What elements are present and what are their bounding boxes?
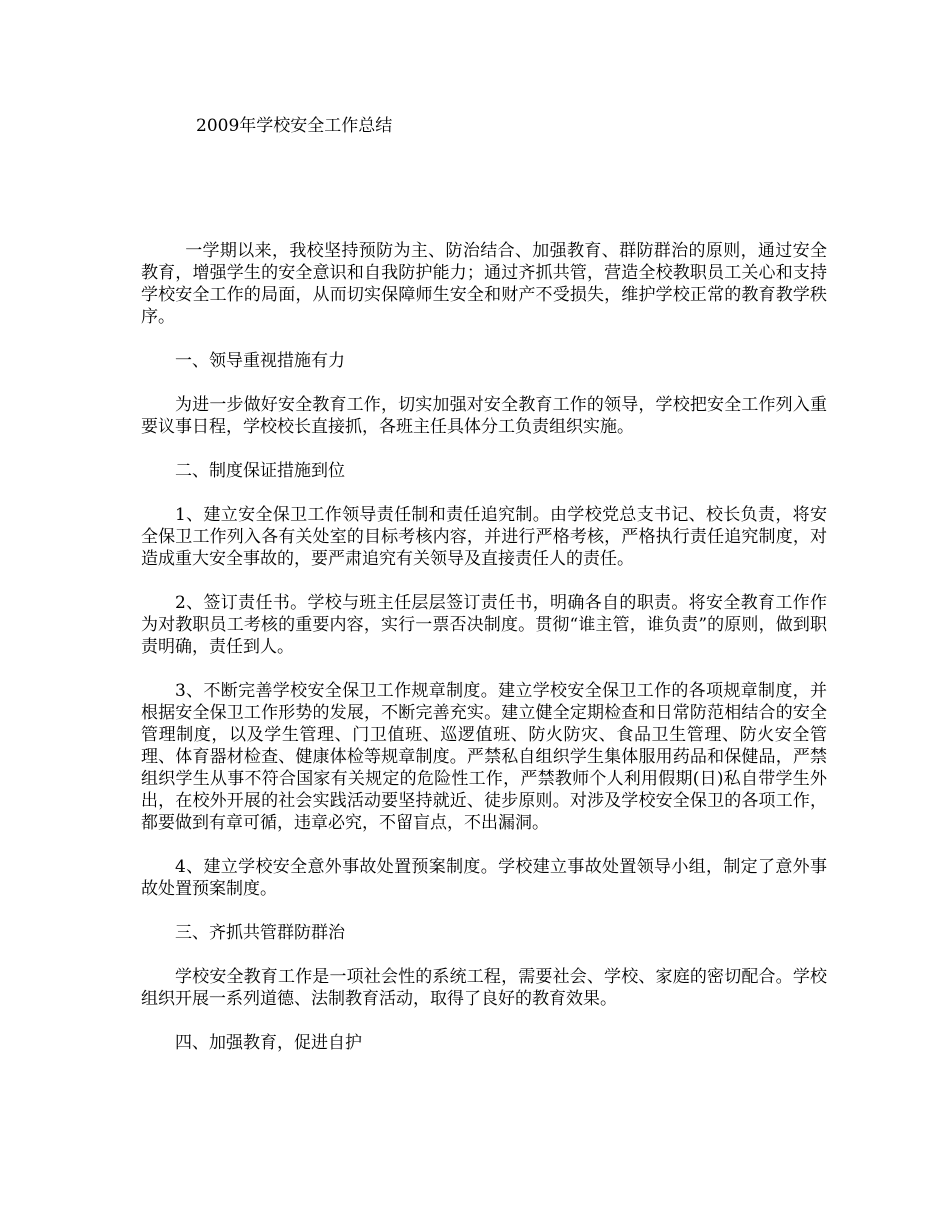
section-2-paragraph-1: 1、建立安全保卫工作领导责任制和责任追究制。由学校党总支书记、校长负责，将安全保卫工作列入各有关处室的目标考核内容，并进行严格考核，严格执行责任追究制度，对造成重大安全事故的，要严肃追究有关领导及直接责任人的责任。 (141, 505, 827, 569)
document-title: 2009年学校安全工作总结 (196, 116, 393, 136)
intro-paragraph: 一学期以来，我校坚持预防为主、防治结合、加强教育、群防群治的原则，通过安全教育，增强学生的安全意识和自我防护能力；通过齐抓共管，营造全校教职员工关心和支持学校安全工作的局面，从而切实保障师生安全和财产不受损失，维护学校正常的教育教学秩序。 (141, 241, 827, 327)
section-heading-4: 四、加强教育，促进自护 (175, 1033, 362, 1053)
section-2-paragraph-2: 2、签订责任书。学校与班主任层层签订责任书，明确各自的职责。将安全教育工作作为对教职员工考核的重要内容，实行一票否决制度。贯彻“谁主管，谁负责”的原则，做到职责明确，责任到人。 (141, 593, 827, 657)
document-body (141, 240, 827, 1076)
section-heading-2: 二、制度保证措施到位 (175, 461, 345, 481)
section-3-paragraph-1: 学校安全教育工作是一项社会性的系统工程，需要社会、学校、家庭的密切配合。学校组织开展一系列道德、法制教育活动，取得了良好的教育效果。 (141, 967, 827, 1009)
section-heading-3: 三、齐抓共管群防群治 (175, 923, 345, 943)
section-heading-1: 一、领导重视措施有力 (175, 351, 345, 371)
section-1-paragraph-1: 为进一步做好安全教育工作，切实加强对安全教育工作的领导，学校把安全工作列入重要议事日程，学校校长直接抓，各班主任具体分工负责组织实施。 (141, 395, 827, 437)
section-2-paragraph-4: 4、建立学校安全意外事故处置预案制度。学校建立事故处置领导小组，制定了意外事故处置预案制度。 (141, 857, 827, 899)
section-2-paragraph-3: 3、不断完善学校安全保卫工作规章制度。建立学校安全保卫工作的各项规章制度，并根据安全保卫工作形势的发展，不断完善充实。建立健全定期检查和日常防范相结合的安全管理制度，以及学生管理、门卫值班、巡逻值班、防火防灾、食品卫生管理、防火安全管理、体育器材检查、健康体检等规章制度。严禁私自组织学生集体服用药品和保健品，严禁组织学生从事不符合国家有关规定的危险性工作，严禁教师个人利用假期(日)私自带学生外出，在校外开展的社会实践活动要坚持就近、徒步原则。对涉及学校安全保卫的各项工作，都要做到有章可循，违章必究，不留盲点，不出漏洞。 (141, 681, 827, 833)
